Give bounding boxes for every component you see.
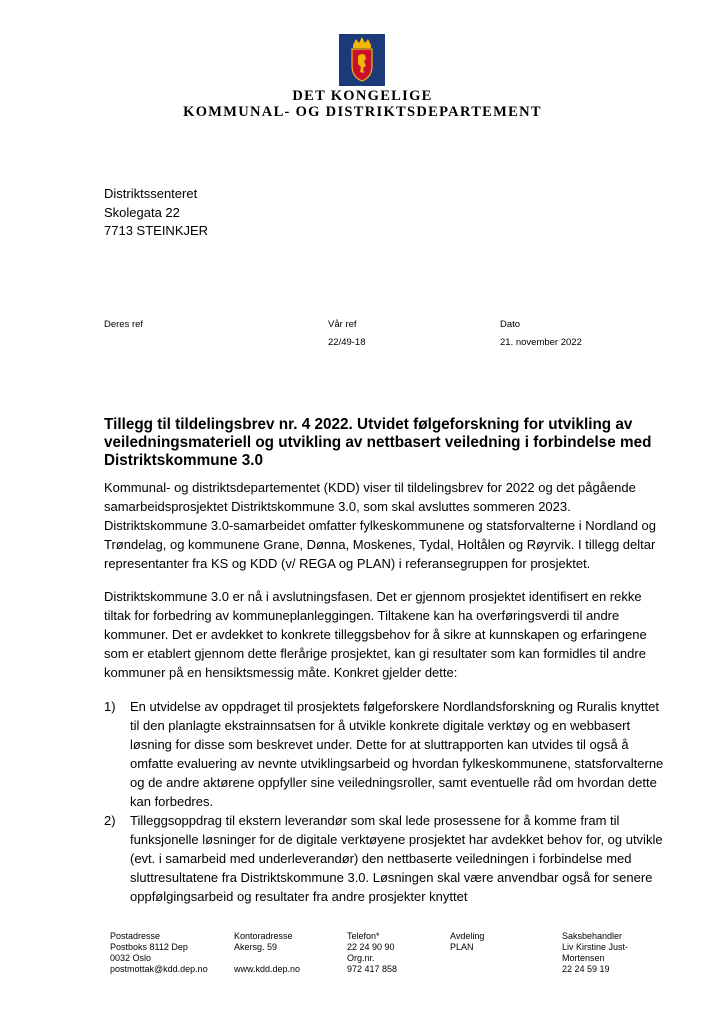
footer-text: Org.nr. <box>347 953 375 963</box>
footer-website-link[interactable]: www.kdd.dep.no <box>234 964 301 974</box>
footer-text: 972 417 858 <box>347 964 398 974</box>
var-ref-value: 22/49-18 <box>328 337 366 348</box>
body-paragraph-2: Distriktskommune 3.0 er nå i avslutningsfasen. Det er gjennom prosjektet identifisert en rekke tiltak for forbedring av kommuneplanleggingen. Tiltakene kan ha overføringsverdi til andre kommuner. Det er avdekket to konkrete tilleggsbehov for å sikre at kunnskapen og erfaringene som er etablert gjennom dette flerårige prosjektet, kan gi resultater som kan formidles til andre kommuner på en hensiktsmessig måte. Konkret gjelder dette: <box>104 589 647 680</box>
footer-text: PLAN <box>450 942 474 952</box>
footer-postadresse <box>110 931 208 975</box>
dato-value: 21. november 2022 <box>500 337 582 348</box>
list-item-number: 1) <box>104 699 116 714</box>
body-paragraph-1: Kommunal- og distriktsdepartementet (KDD) viser til tildelingsbrev for 2022 og det pågående samarbeidsprosjektet Distriktskommune 3.0, som skal avsluttes sommeren 2023. Distriktskommune 3.0-samarbeidet omfatter fylkeskommunene og statsforvalterne i Nordland og Trøndelag, og kommunene Grane, Dønna, Moskenes, Tydal, Holtålen og Røyrvik. I tillegg deltar representanter fra KS og KDD (v/ REGA og PLAN) i referansegruppen for prosjektet. <box>104 480 657 571</box>
footer-label: Kontoradresse <box>234 931 293 941</box>
footer-label: Postadresse <box>110 931 161 941</box>
recipient-city: 7713 STEINKJER <box>104 223 209 238</box>
footer-text: 22 24 59 19 <box>562 964 610 974</box>
list-item-number: 2) <box>104 813 116 828</box>
royal-coat-of-arms-icon <box>339 34 385 86</box>
footer-label: Saksbehandler <box>562 931 623 941</box>
footer-text: 22 24 90 90 <box>347 942 395 952</box>
recipient-address <box>104 185 208 241</box>
footer-label: Telefon* <box>347 931 380 941</box>
deres-ref-label: Deres ref <box>104 319 144 330</box>
footer-text: Akersg. 59 <box>234 942 278 952</box>
footer-text: Mortensen <box>562 953 605 963</box>
letter-title: Tillegg til tildelingsbrev nr. 4 2022. Utvidet følgeforskning for utvikling av veiledningsmateriell og utvikling av nettbasert veiledning i forbindelse med Distriktskommune 3.0 <box>104 416 652 469</box>
list-item <box>104 697 664 811</box>
footer-text: Postboks 8112 Dep <box>110 942 188 952</box>
footer-label: Avdeling <box>450 931 485 941</box>
list-item-text: Tilleggsoppdrag til ekstern leverandør som skal lede prosessene for å komme fram til funksjonelle løsninger for de digitale verktøyene prosjektet har avdekket behov for, og utvikle (evt. i samarbeid med underleverandør) den nettbaserte veiledningen i forbindelse med sluttresultatene fra Distriktskommune 3.0. Løsningen skal være anvendbar også for senere oppfølgingsarbeid og resultater fra andre prosjekter knyttet <box>130 813 663 904</box>
footer-email[interactable]: postmottak@kdd.dep.no <box>110 964 208 974</box>
footer-text <box>234 953 300 964</box>
footer-kontoradresse <box>234 931 300 975</box>
footer-text: 0032 Oslo <box>110 953 152 963</box>
list-item <box>104 811 664 906</box>
recipient-street: Skolegata 22 <box>104 204 180 220</box>
footer-avdeling <box>450 931 484 953</box>
recipient-name: Distriktssenteret <box>104 186 198 201</box>
footer-saksbehandler <box>562 931 628 975</box>
var-ref-label: Vår ref <box>328 319 357 330</box>
footer-text: Liv Kirstine Just- <box>562 942 629 952</box>
department-name-line1: DET KONGELIGE <box>292 88 433 104</box>
department-name-line2: KOMMUNAL- OG DISTRIKTSDEPARTEMENT <box>183 104 542 120</box>
footer-telefon <box>347 931 397 975</box>
list-item-text: En utvidelse av oppdraget til prosjektets følgeforskere Nordlandsforskning og Ruralis knyttet til den planlagte ekstrainnsatsen for å utvikle konkrete digitale verktøy og en webbasert løsning for disse som beskrevet under. Dette for at sluttrapporten kan utvides til også å omfatte evaluering av nevnte utviklingsarbeid og hvordan fylkeskommunene, statsforvalterne og de andre aktørene oppfyller sine veiledningsroller, samt eventuelle råd om hvordan dette kan forbedres. <box>130 699 664 809</box>
dato-label: Dato <box>500 319 521 330</box>
